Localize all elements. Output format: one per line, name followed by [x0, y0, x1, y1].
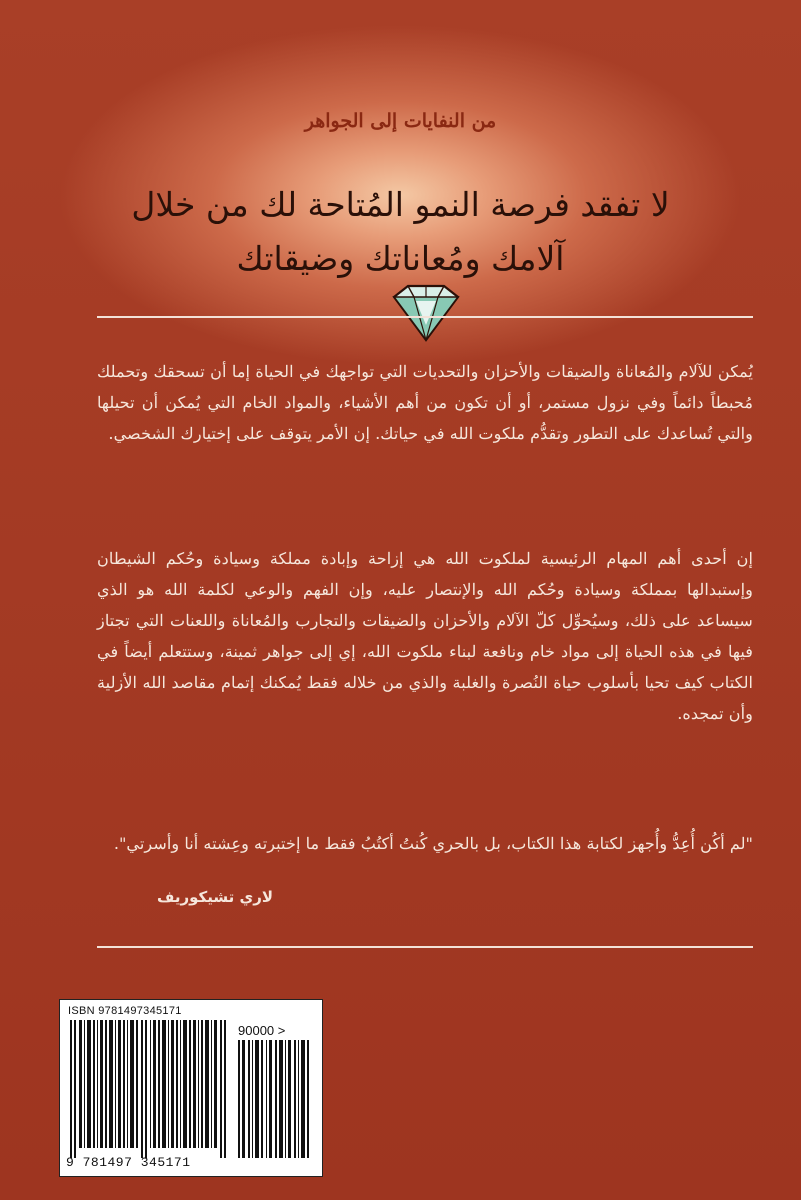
paragraph-1: يُمكن للآلام والمُعاناة والضيقات والأحزان والتحديات التي تواجهك في الحياة إما أن تسحقك وتحملك مُحبطاً دائماً وفي نزول مستمر، أو أن تكون من أهم الأشياء، والمواد الخام التي يُمكن أن تحيلها والتي تُساعدك على التطور وتقدُّم ملكوت الله في حياتك. إن الأمر يتوقف على إختيارك الشخصي.	[97, 362, 753, 444]
price-code-arrow: >	[277, 1023, 286, 1038]
book-subtitle: من النفايات إلى الجواهر	[304, 110, 497, 132]
divider-bottom	[97, 946, 753, 948]
barcode	[59, 999, 323, 1177]
headline-line-2: آلامك ومُعاناتك وضيقاتك	[236, 239, 565, 278]
headline-line-1: لا تفقد فرصة النمو المُتاحة لك من خلال	[131, 185, 670, 224]
price-code-digits: 90000	[238, 1023, 275, 1038]
author-quote: "لم أكُن أُعِدُّ وأُجهز لكتابة هذا الكتاب، بل بالحري كُنتُ أكتُبُ فقط ما إختبرته وعِشته أنا وأسرتي".	[113, 834, 753, 854]
author-name: لاري تشيكوريف	[157, 888, 274, 906]
barcode-digits: 9 781497 345171	[66, 1155, 191, 1170]
barcode-addon-bars	[238, 1040, 310, 1158]
barcode-bars	[70, 1020, 230, 1158]
headline	[60, 178, 741, 286]
price-code	[238, 1023, 285, 1038]
paragraph-2: إن أحدى أهم المهام الرئيسية لملكوت الله هي إزاحة وإبادة مملكة وسيادة وحُكم الشيطان وإستبدالها بمملكة وسيادة وحُكم الله والإنتصار عليه، وإن الفهم والوعي لكلمة الله هو الذي سيساعد على ذلك، وسيُحوِّل كلّ الآلام والأحزان والضيقات والتجارب والمُعاناة واللعنات التي تجتاز فيها في هذه الحياة إلى مواد خام ونافعة لبناء ملكوت الله، إي إلى جواهر ثمينة، وستتعلم أيضاً في الكتاب كيف تحيا بأسلوب حياة النُصرة والغلبة والذي من خلاله فقط يُمكنك إتمام مقاصد الله الأزلية وأن تمجده.	[97, 549, 753, 724]
divider-top	[97, 316, 753, 318]
isbn-label: ISBN 9781497345171	[68, 1005, 182, 1017]
diamond-icon	[384, 283, 468, 343]
